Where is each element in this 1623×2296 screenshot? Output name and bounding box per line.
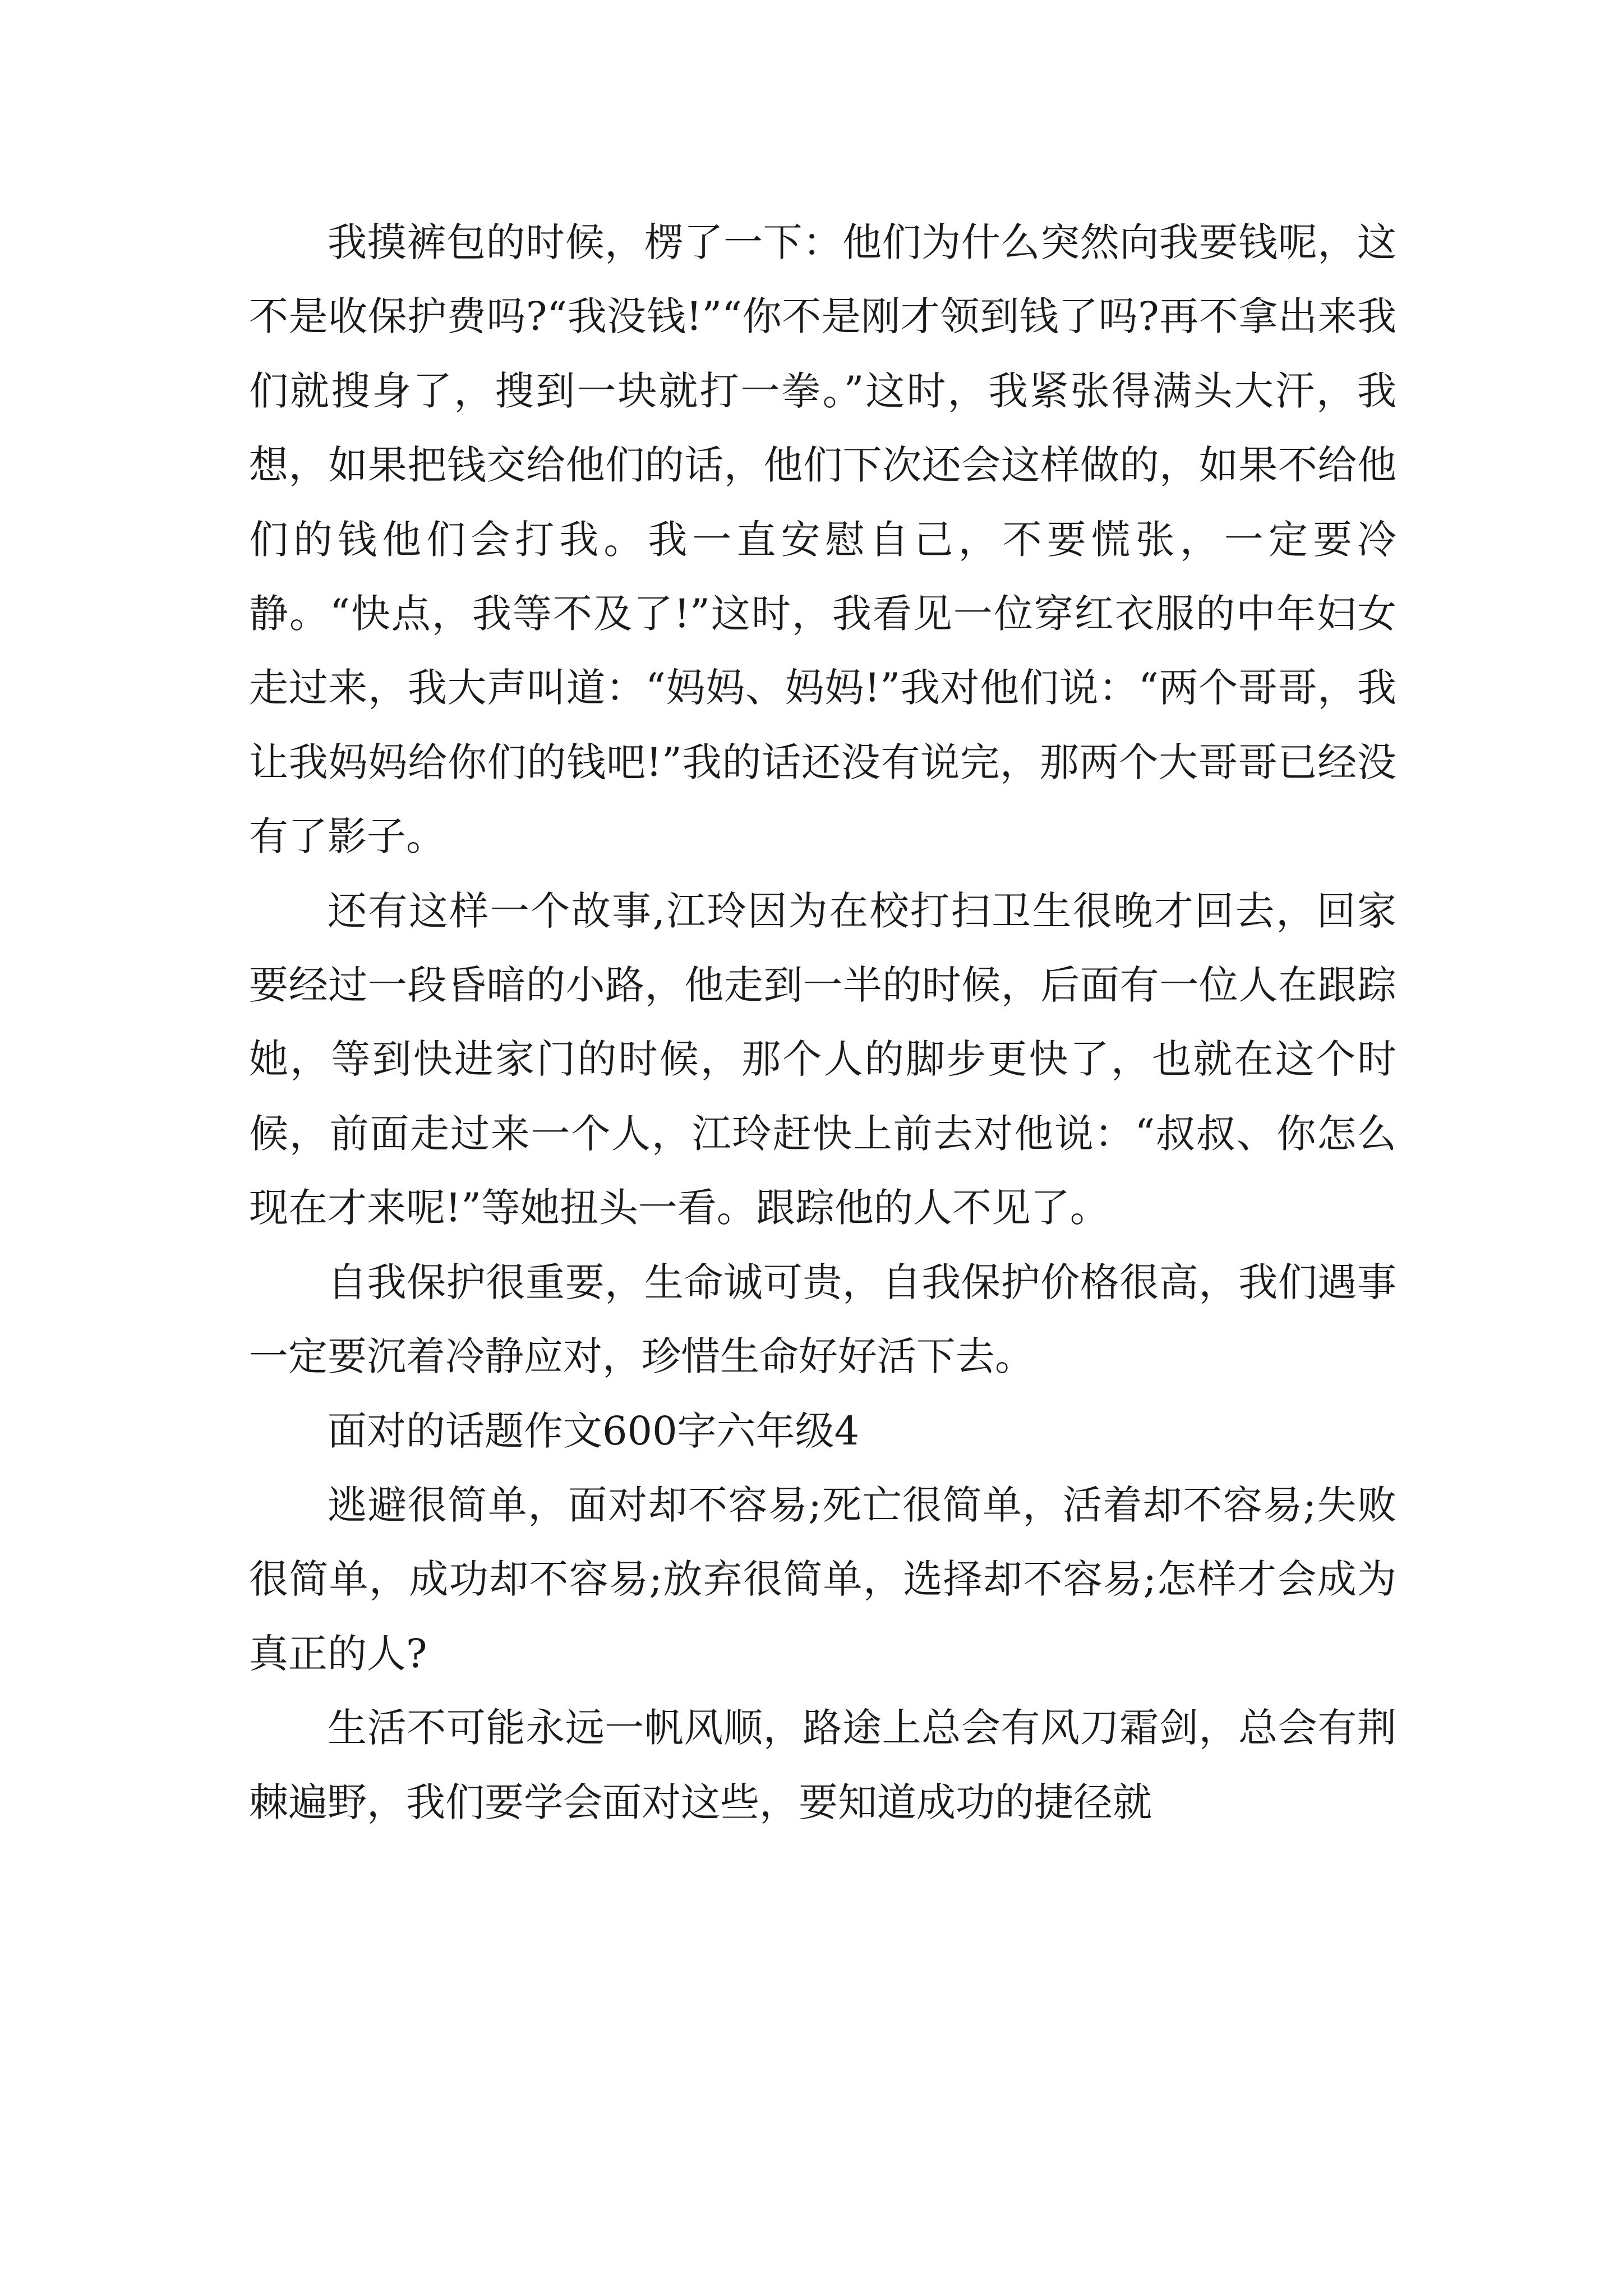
section-heading: 面对的话题作文600字六年级4 (328, 1407, 860, 1454)
paragraph-3: 自我保护很重要，生命诚可贵，自我保护价格很高，我们遇事一定要沉着冷静应对，珍惜生命好好活下去。 (249, 1259, 1396, 1380)
paragraph-4: 逃避很简单，面对却不容易;死亡很简单，活着却不容易;失败很简单，成功却不容易;放弃很简单，选择却不容易;怎样才会成为真正的人? (249, 1481, 1396, 1677)
paragraph-5: 生活不可能永远一帆风顺，路途上总会有风刀霜剑，总会有荆棘遍野，我们要学会面对这些，要知道成功的捷径就 (249, 1705, 1396, 1825)
paragraph-1: 我摸裤包的时候，楞了一下：他们为什么突然向我要钱呢，这不是收保护费吗?“我没钱!”“你不是刚才领到钱了吗?再不拿出来我们就搜身了，搜到一块就打一拳。”这时，我紧张得满头大汗，我想，如果把钱交给他们的话，他们下次还会这样做的，如果不给他们的钱他们会打我。我一直安慰自己，不要慌张，一定要冷静。“快点，我等不及了!”这时，我看见一位穿红衣服的中年妇女走过来，我大声叫道：“妈妈、妈妈!”我对他们说：“两个哥哥，我让我妈妈给你们的钱吧!”我的话还没有说完，那两个大哥哥已经没有了影子。 (249, 219, 1396, 860)
document-body (249, 205, 1396, 1839)
paragraph-2: 还有这样一个故事,江玲因为在校打扫卫生很晚才回去，回家要经过一段昏暗的小路，他走到一半的时候，后面有一位人在跟踪她，等到快进家门的时候，那个人的脚步更快了，也就在这个时候，前面走过来一个人，江玲赶快上前去对他说：“叔叔、你怎么现在才来呢!”等她扭头一看。跟踪他的人不见了。 (249, 887, 1396, 1231)
